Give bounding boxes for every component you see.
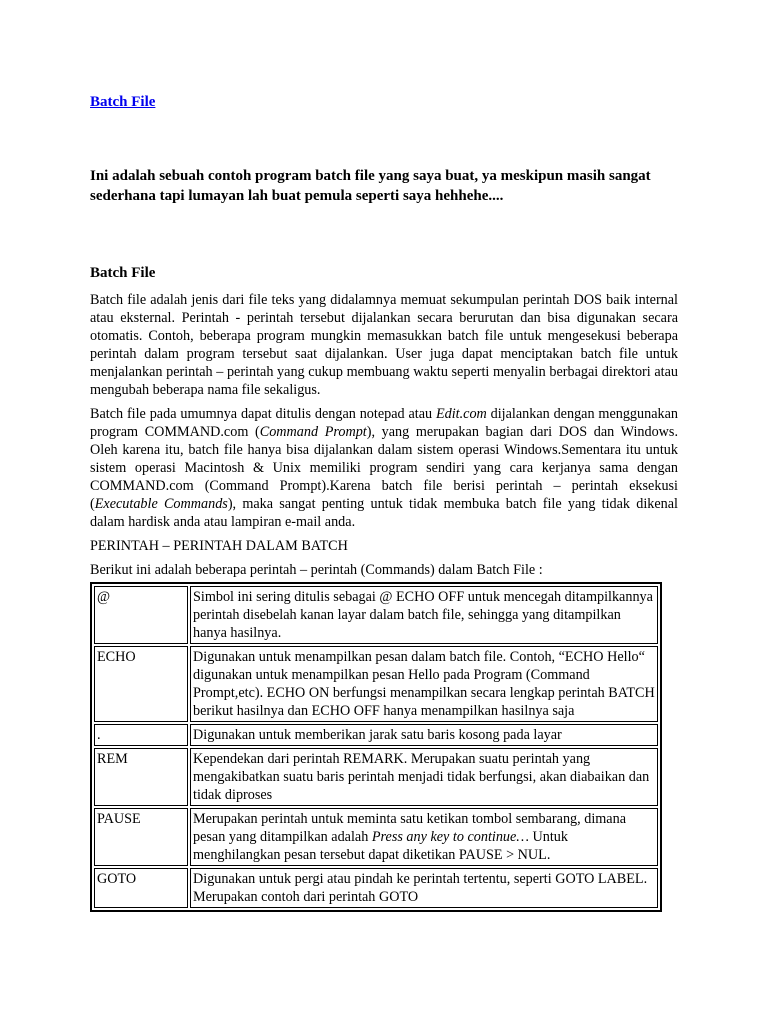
batch-file-section	[90, 263, 678, 585]
p2-italic-3: Executable Commands	[94, 496, 228, 512]
p2-italic-2: Command Prompt	[259, 424, 367, 440]
table-row	[94, 868, 658, 908]
command-name: GOTO	[94, 868, 188, 908]
intro-text: Ini adalah sebuah contoh program batch file yang saya buat, ya meskipun masih sangat sederhana tapi lumayan lah buat pemula seperti saya hehhehe....	[90, 168, 651, 204]
command-name: @	[94, 586, 188, 644]
p2-text-4: ), maka sangat penting untuk tidak membuka batch file yang tidak dikenal dalam hardisk anda atau lampiran e-mail anda.	[90, 496, 678, 530]
command-name: .	[94, 724, 188, 746]
command-desc: Kependekan dari perintah REMARK. Merupakan suatu perintah yang mengakibatkan suatu baris perintah menjadi tidak berfungsi, akan diabaikan dan tidak diproses	[190, 748, 658, 806]
paragraph-1: Batch file adalah jenis dari file teks yang didalamnya memuat sekumpulan perintah DOS baik internal atau eksternal. Perintah - perintah tersebut dijalankan secara berurutan dan bisa digunakan secara otomatis. Contoh, beberapa program mungkin memasukkan batch file untuk mengesekusi beberapa perintah dalam program tersebut saat dijalankan. User juga dapat menciptakan batch file untuk menjalankan perintah – perintah yang cukup membuang waktu seperti menyalin berbagai direktori atau mengubah beberapa nama file sekaligus.	[90, 292, 678, 398]
table-row	[94, 586, 658, 644]
table-row	[94, 748, 658, 806]
p2-italic-1: Edit.com	[435, 406, 487, 422]
command-name: REM	[94, 748, 188, 806]
pause-text-2: Untuk menghilangkan pesan tersebut dapat diketikan PAUSE > NUL.	[193, 829, 568, 863]
title-link[interactable]: Batch File	[90, 94, 156, 110]
table-row	[94, 646, 658, 722]
section-heading: Batch File	[90, 265, 156, 281]
p2-text-1: Batch file pada umumnya dapat ditulis dengan notepad atau	[90, 406, 436, 422]
subheading: PERINTAH – PERINTAH DALAM BATCH	[90, 538, 348, 554]
pause-text-1: Merupakan perintah untuk meminta satu ketikan tombol sembarang, dimana pesan yang ditampilkan adalah	[193, 811, 626, 845]
pause-italic: Press any key to continue…	[371, 829, 529, 845]
command-desc: Digunakan untuk memberikan jarak satu baris kosong pada layar	[190, 724, 658, 746]
command-desc	[190, 808, 658, 866]
table-row	[94, 724, 658, 746]
command-desc: Simbol ini sering ditulis sebagai @ ECHO OFF untuk mencegah ditampilkannya perintah disebelah kanan layar dalam batch file, sehingga yang ditampilkan hanya hasilnya.	[190, 586, 658, 644]
command-name: ECHO	[94, 646, 188, 722]
table-row	[94, 808, 658, 866]
paragraph-2	[90, 405, 678, 531]
p2-text-2: dijalankan dengan menggunakan program COMMAND.com (	[90, 406, 678, 440]
command-desc: Digunakan untuk pergi atau pindah ke perintah tertentu, seperti GOTO LABEL. Merupakan contoh dari perintah GOTO	[190, 868, 658, 908]
command-desc: Digunakan untuk menampilkan pesan dalam batch file. Contoh, “ECHO Hello“ digunakan untuk menampilkan pesan Hello pada Program (Command Prompt,etc). ECHO ON berfungsi menampilkan secara lengkap perintah BATCH berikut hasilnya dan ECHO OFF hanya menampilkan hasilnya saja	[190, 646, 658, 722]
lead-text: Berikut ini adalah beberapa perintah – perintah (Commands) dalam Batch File :	[90, 562, 543, 578]
commands-table	[90, 582, 662, 912]
p2-text-3: ), yang merupakan bagian dari DOS dan Windows. Oleh karena itu, batch file hanya bisa dijalankan dalam sistem operasi Windows.Sementara itu untuk sistem operasi Macintosh & Unix memiliki program sendiri yang cara kerjanya sama dengan COMMAND.com (Command Prompt).Karena batch file berisi perintah – perintah eksekusi (	[90, 424, 678, 512]
command-name: PAUSE	[94, 808, 188, 866]
